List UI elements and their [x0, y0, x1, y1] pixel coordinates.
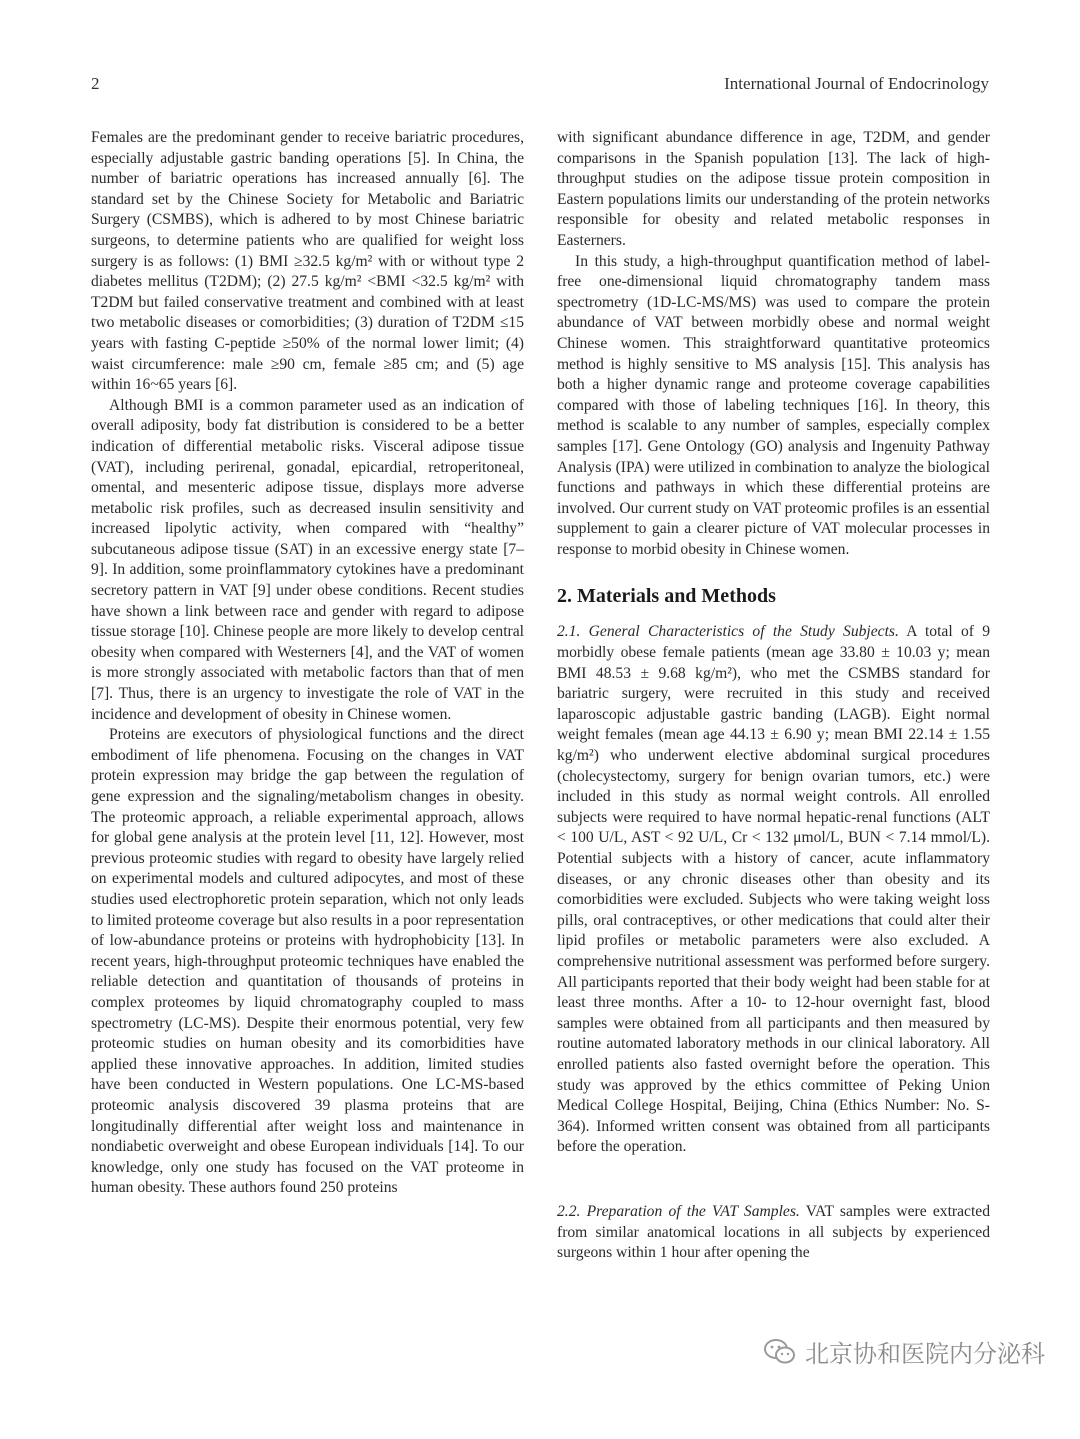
paragraph: Although BMI is a common parameter used as an indication of overall adiposity, body fat distribution is considered to be a better indication of differential metabolic risks. Visceral adipose tissue (VAT), including perirenal, gonadal, epicardial, retroperitoneal, omental, and mesenteric adipose tissue, displays more adverse metabolic risk profiles, such as decreased insulin sensitivity and increased lipolytic activity, when compared with “healthy” subcutaneous adipose tissue (SAT) in an excessive energy state [7–9]. In addition, some proinflammatory cytokines have a predominant secretory pattern in VAT [9] under obese conditions. Recent studies have shown a link between race and gender with regard to adipose tissue storage [10]. Chinese people are more likely to develop central obesity when compared with Westerners [4], and the VAT of women is more strongly associated with metabolic factors than that of men [7]. Thus, there is an urgency to investigate the role of VAT in the incidence and development of obesity in Chinese women.: [91, 396, 524, 723]
watermark-text: 北京协和医院内分泌科: [805, 1340, 1045, 1368]
subsection-paragraph: [557, 1202, 990, 1264]
paragraph: Proteins are executors of physiological functions and the direct embodiment of life phenomena. Focusing on the changes in VAT protein expression may bridge the gap between the regulation of gene expression and the signaling/metabolism changes in obesity. The proteomic approach, a reliable experimental approach, allows for global gene analysis at the protein level [11, 12]. However, most previous proteomic studies with regard to obesity have largely relied on experimental models and cultured adipocytes, and most of these studies used electrophoretic protein separation, which not only leads to limited proteome coverage but also results in a poor representation of low-abundance proteins or proteins with hydrophobicity [13]. In recent years, high-throughput proteomic techniques have enabled the reliable detection and quantitation of thousands of proteins in complex proteomes by liquid chromatography coupled to mass spectrometry (LC-MS). Despite their enormous potential, very few proteomic studies on human obesity and its comorbidities have applied these innovative approaches. In addition, limited studies have been conducted in Western populations. One LC-MS-based proteomic analysis discovered 39 plasma proteins that are longitudinally differential after weight loss and maintenance in nondiabetic overweight and obese European individuals [14]. To our knowledge, only one study has focused on the VAT proteome in human obesity. These authors found 250 proteins: [91, 726, 524, 1197]
paragraph: with significant abundance difference in age, T2DM, and gender comparisons in the Spanish population [13]. The lack of high-throughput studies on the adipose tissue protein composition in Eastern populations limits our understanding of the protein networks responsible for obesity and related metabolic responses in Easterners.: [557, 129, 990, 249]
section-heading: 2. Materials and Methods: [557, 585, 776, 608]
journal-title: International Journal of Endocrinology: [724, 74, 989, 93]
page-number: 2: [91, 74, 100, 93]
subsection-title: 2.1. General Characteristics of the Study Subjects.: [557, 623, 899, 641]
subsection-text: VAT samples were extracted from similar anatomical locations in all subjects by experienced surgeons within 1 hour after opening the: [557, 1202, 991, 1262]
subsection-text: A total of 9 morbidly obese female patients (mean age 33.80 ± 10.03 y; mean BMI 48.53 ± 9.68 kg/m²), who met the CSMBS standard for bariatric surgery, were recruited in this study and received laparoscopic adjustable gastric banding (LAGB). Eight normal weight females (mean age 44.13 ± 6.90 y; mean BMI 22.14 ± 1.55 kg/m²) who underwent elective abdominal surgical procedures (cholecystectomy, surgery for benign ovarian tumors, etc.) were included in this study as normal weight controls. All enrolled subjects were required to have normal hepatic-renal functions (ALT < 100 U/L, AST < 92 U/L, Cr < 132 μmol/L, BUN < 7.14 mmol/L). Potential subjects with a history of cancer, acute inflammatory diseases, or any chronic diseases other than obesity and its comorbidities were excluded. Subjects who were taking weight loss pills, oral contraceptives, or other medications that could alter their lipid profiles or metabolic parameters were also excluded. A comprehensive nutritional assessment was performed before surgery. All participants reported that their body weight had been stable for at least three months. After a 10- to 12-hour overnight fast, blood samples were obtained from all participants and then measured by routine automated laboratory methods in our clinical laboratory. All enrolled patients also fasted overnight before the operation. This study was approved by the ethics committee of Peking Union Medical College Hospital, Beijing, China (Ethics Number: No. S-364). Informed written consent was obtained from all participants before the operation.: [557, 623, 990, 1156]
left-column: [91, 128, 524, 1199]
watermark: [763, 1334, 1045, 1369]
subsection-paragraph: [557, 622, 990, 1157]
wechat-official-account-icon: [763, 1337, 797, 1367]
page-header: [91, 74, 989, 100]
paragraph: Females are the predominant gender to receive bariatric procedures, especially adjustable gastric banding operations [5]. In China, the number of bariatric operations has increased annually [6]. The standard set by the Chinese Society for Metabolic and Bariatric Surgery (CSMBS), which is adhered to by most Chinese bariatric surgeons, to determine patients who are qualified for weight loss surgery is as follows: (1) BMI ≥32.5 kg/m² with or without type 2 diabetes mellitus (T2DM); (2) 27.5 kg/m² <BMI <32.5 kg/m² with T2DM but failed conservative treatment and combined with at least two metabolic diseases or comorbidities; (3) duration of T2DM ≤15 years with fasting C-peptide ≥50% of the normal lower limit; (4) waist circumference: male ≥90 cm, female ≥85 cm; and (5) age within 16~65 years [6].: [91, 129, 524, 394]
spacer: [557, 1158, 990, 1202]
right-column: [557, 128, 990, 1264]
subsection-title: 2.2. Preparation of the VAT Samples.: [557, 1202, 800, 1220]
paragraph: In this study, a high-throughput quantification method of label-free one-dimensional liquid chromatography tandem mass spectrometry (1D-LC-MS/MS) was used to compare the protein abundance of VAT between morbidly obese and normal weight Chinese women. This straightforward quantitative proteomics method is highly sensitive to MS analysis [15]. This analysis has both a higher dynamic range and proteome coverage capabilities compared with those of labeling techniques [16]. In theory, this method is scalable to any number of samples, especially complex samples [17]. Gene Ontology (GO) analysis and Ingenuity Pathway Analysis (IPA) were utilized in combination to analyze the biological functions and pathways in which these differential proteins are involved. Our current study on VAT proteomic profiles is an essential supplement to gain a clearer picture of VAT molecular processes in response to morbid obesity in Chinese women.: [557, 252, 990, 558]
